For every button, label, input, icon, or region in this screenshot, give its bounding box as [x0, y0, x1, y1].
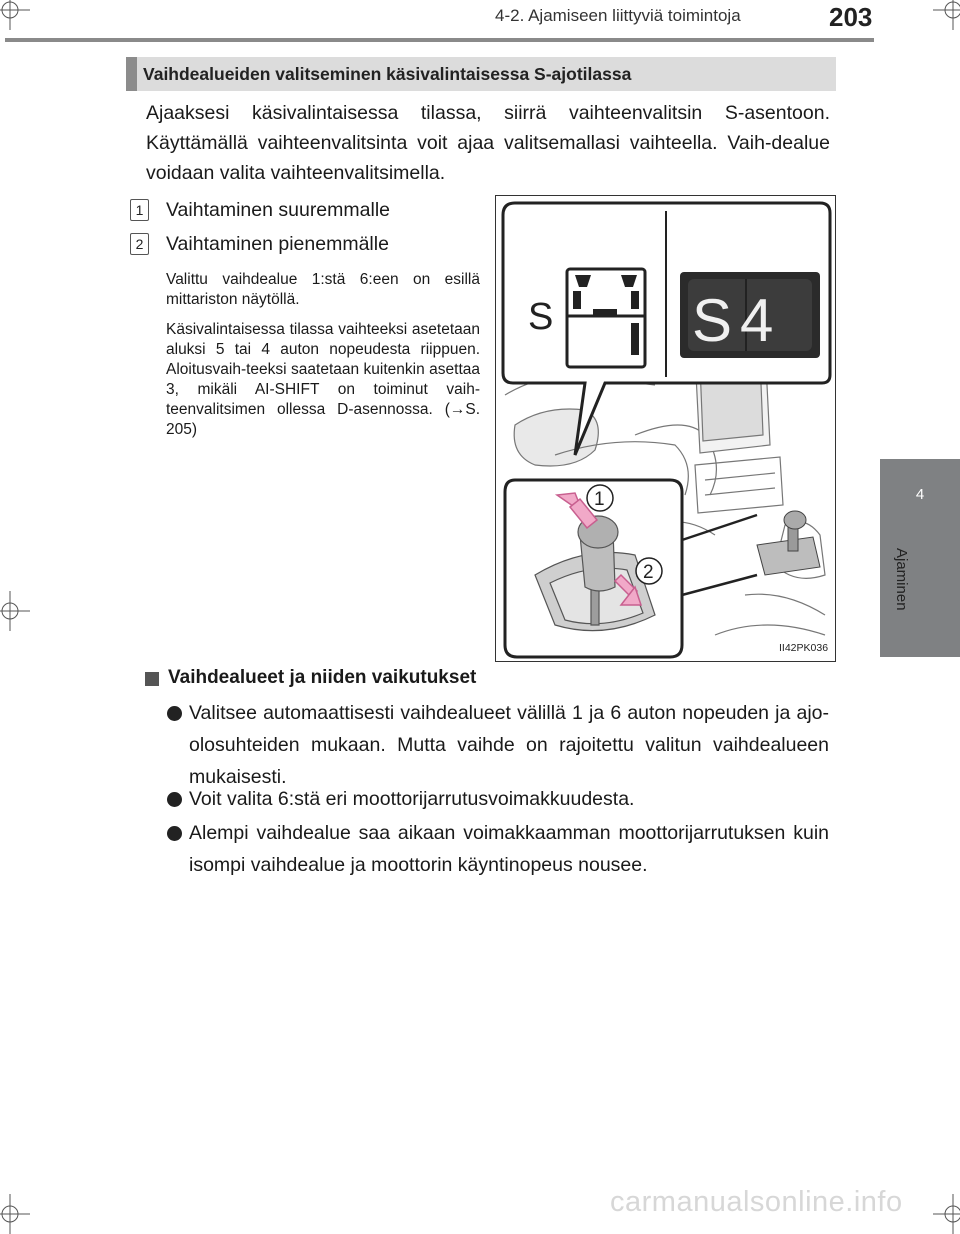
bullet-item-2: Voit valita 6:stä eri moottorijarrutusvoimakkuudesta. [189, 788, 635, 810]
header-rule [5, 38, 874, 42]
page-number: 203 [829, 2, 873, 32]
subheading-square-icon [145, 672, 159, 686]
crop-mark-bottom-right [933, 1194, 960, 1234]
crop-mark-mid-left [0, 591, 30, 631]
subsection-heading: Vaihdealueet ja niiden vaikutukset [168, 667, 477, 688]
item-label-downshift: Vaihtaminen pienemmälle [166, 233, 389, 255]
callout-1-label: 1 [594, 489, 605, 510]
item-number-2: 2 [130, 233, 149, 255]
bullet-icon [167, 826, 182, 841]
chapter-tab-number: 4 [915, 486, 925, 503]
shift-lever-figure [495, 195, 836, 662]
intro-paragraph: Ajaaksesi käsivalintaisessa tilassa, siirrä vaihteenvalitsin S-asentoon. Käyttämällä vaihteenvalitsinta voit ajaa valitsemallasi vaihteella. Vaih-dealue voidaan valita vaihteenvalitsimella. [146, 102, 830, 184]
chapter-tab-label: Ajaminen [893, 548, 910, 611]
display-s-letter: S [528, 296, 554, 338]
bullet-item-1: Valitsee automaattisesti vaihdealueet välillä 1 ja 6 auton nopeuden ja ajo-olosuhteiden mukaan. Mutta vaihde on rajoitettu valitun vaihdealueen mukaisesti. [189, 702, 829, 788]
note-initial-gear: Käsivalintaisessa tilassa vaihteeksi asetetaan aluksi 5 tai 4 auton nopeudesta riippuen. Aloitusvaih-teeksi saatetaan kuitenkin asettaa 3, mikäli AI-SHIFT on toiminut vaih-teenvalitsimen ollessa D-asennossa. (→S. 205) [166, 321, 480, 438]
note-gear-display: Valittu vaihdealue 1:stä 6:een on esillä mittariston näytöllä. [166, 271, 480, 308]
header-section-title: 4-2. Ajamiseen liittyviä toimintoja [495, 6, 741, 25]
crop-mark-bottom-left [0, 1194, 30, 1234]
bullet-item-3: Alempi vaihdealue saa aikaan voimakkaamman moottorijarrutuksen kuin isompi vaihdealue ja moottorin käyntinopeus nousee. [189, 822, 829, 876]
figure-caption: II42PK036 [779, 642, 829, 654]
section-title-bar [126, 57, 836, 91]
crop-mark-top-right [933, 0, 960, 30]
bullet-icon [167, 792, 182, 807]
item-number-1: 1 [130, 199, 149, 221]
section-title-accent [126, 57, 137, 91]
crop-mark-top-left [0, 0, 30, 30]
bullet-icon [167, 706, 182, 721]
watermark: carmanualsonline.info [610, 1186, 903, 1218]
section-title: Vaihdealueiden valitseminen käsivalintaisessa S-ajotilassa [143, 64, 632, 84]
item-label-upshift: Vaihtaminen suuremmalle [166, 199, 390, 221]
gear-display-text: S4 [692, 287, 782, 354]
callout-2-label: 2 [643, 562, 654, 583]
